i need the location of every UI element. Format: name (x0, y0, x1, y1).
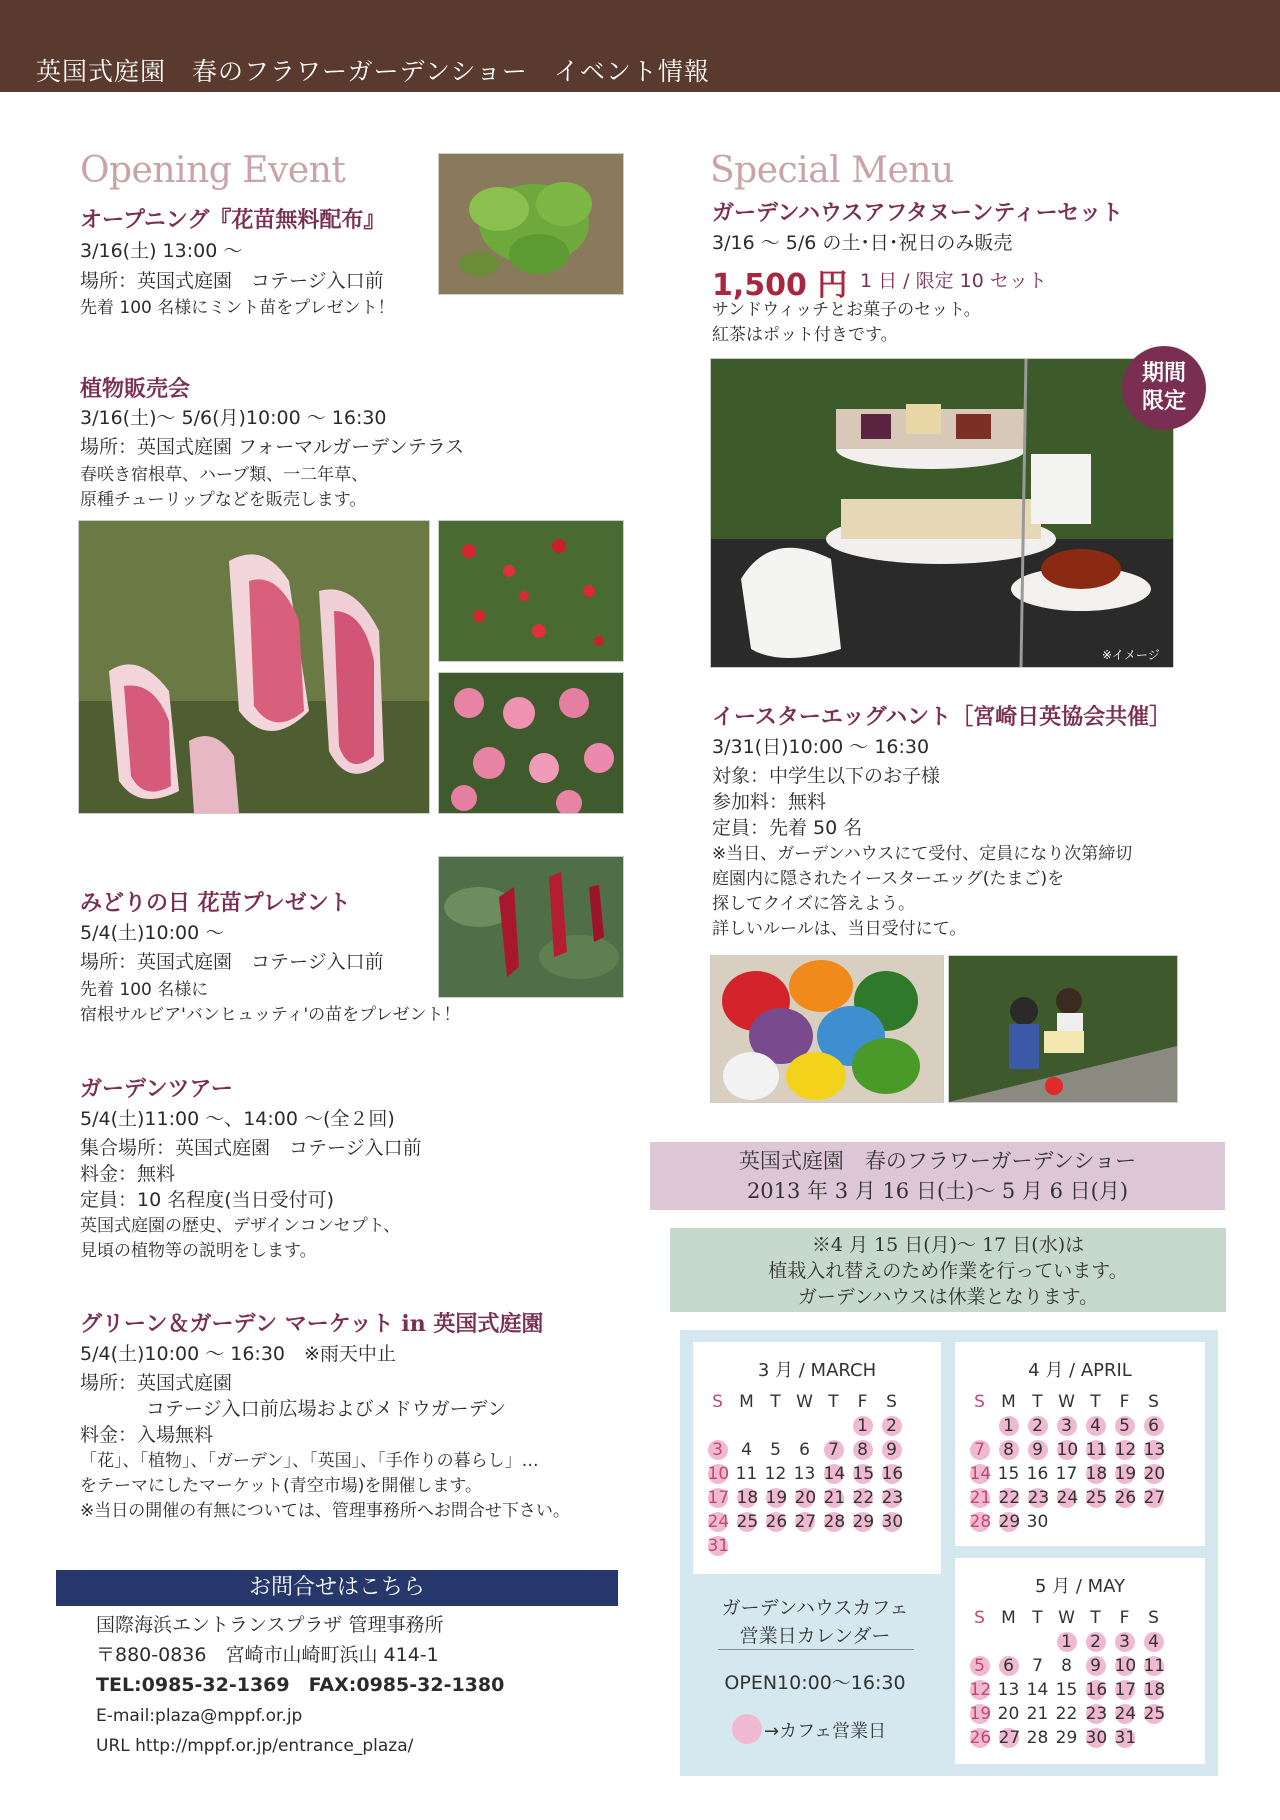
calendar-day: 8 (1061, 1656, 1072, 1676)
calendar-day: 31 (707, 1536, 730, 1556)
calendar-day: 1 (848, 1414, 877, 1438)
calendar-day: 5 (770, 1440, 781, 1460)
calendar-day: 3 (1052, 1414, 1081, 1438)
easter-title: イースターエッグハント［宮崎日英協会共催］ (712, 704, 1172, 730)
calendar-march (693, 1342, 941, 1574)
calendar-day: 14 (823, 1464, 846, 1484)
salvia-vanhouttei-photo (438, 856, 624, 998)
header-title: 英国式庭園 春のフラワーガーデンショー イベント情報 (36, 57, 710, 86)
calendar-day: 10 (1114, 1656, 1137, 1676)
closure-line2: 植栽入れ替えのため作業を行っています。 (768, 1260, 1128, 1282)
opening-title: オープニング『花苗無料配布』 (80, 207, 386, 233)
calendar-day: 15 (852, 1464, 875, 1484)
weekday-header: F (857, 1392, 868, 1412)
salvia-red-photo (438, 520, 624, 662)
calendar-day: 2 (1081, 1630, 1110, 1654)
calendar-day: 21 (969, 1488, 992, 1508)
green-day-place: 場所：英国式庭園 コテージ入口前 (80, 951, 384, 973)
calendar-day: 30 (881, 1512, 904, 1532)
calendar-day: 7 (965, 1438, 994, 1462)
calendar-day: 14 (1026, 1680, 1049, 1700)
calendar-day: 22 (852, 1488, 875, 1508)
calendar-day: 29 (852, 1512, 875, 1532)
special-desc2: 紅茶はポット付きです。 (712, 325, 898, 345)
calendar-day: 6 (799, 1440, 810, 1460)
special-title: ガーデンハウスアフタヌーンティーセット (712, 200, 1124, 226)
special-limit: 1 日 / 限定 10 セット (860, 270, 1047, 292)
calendar-day: 26 (765, 1512, 788, 1532)
calendar-day: 29 (1055, 1728, 1078, 1748)
empty-cell (761, 1414, 790, 1438)
special-desc1: サンドウィッチとお菓子のセット。 (712, 300, 981, 320)
weekday-header: W (796, 1392, 813, 1412)
weekday-header: S (1148, 1392, 1159, 1412)
calendar-april-grid (965, 1390, 1168, 1534)
calendar-day: 13 (793, 1464, 816, 1484)
easter-date: 3/31(日)10:00 ～ 16:30 (712, 736, 930, 758)
calendar-day: 25 (1143, 1704, 1166, 1724)
calendar-day: 18 (1085, 1464, 1108, 1484)
calendar-day: 16 (1026, 1464, 1049, 1484)
calendar-day: 17 (1055, 1464, 1078, 1484)
special-price: 1,500 円 (712, 268, 848, 303)
easter-note2: 庭園内に隠されたイースターエッグ(たまご)を (712, 869, 1065, 889)
calendar-day: 21 (823, 1488, 846, 1508)
calendar-day: 7 (1032, 1656, 1043, 1676)
show-line1: 英国式庭園 春のフラワーガーデンショー (738, 1149, 1137, 1173)
weekday-header: T (828, 1392, 839, 1412)
contact-email[interactable]: E-mail:plaza@mppf.or.jp (96, 1706, 303, 1726)
header-bar (0, 0, 1280, 92)
calendar-day: 14 (969, 1464, 992, 1484)
show-banner (650, 1142, 1225, 1210)
tour-desc1: 英国式庭園の歴史、デザインコンセプト、 (80, 1216, 401, 1236)
calendar-march-title: 3 月 / MARCH (757, 1360, 877, 1381)
market-title: グリーン＆ガーデン マーケット in 英国式庭園 (80, 1311, 544, 1337)
calendar-day: 15 (1055, 1680, 1078, 1700)
calendar-day: 13 (997, 1680, 1020, 1700)
contact-address: 〒880-0836 宮崎市山崎町浜山 414-1 (96, 1644, 439, 1666)
weekday-header: T (770, 1392, 781, 1412)
calendar-may-grid (965, 1606, 1168, 1750)
empty-cell (819, 1414, 848, 1438)
calendar-day: 30 (1026, 1512, 1049, 1532)
calendar-day: 11 (1085, 1440, 1108, 1460)
weekday-header: W (1058, 1608, 1075, 1628)
calendar-day: 19 (969, 1704, 992, 1724)
weekday-header: F (1119, 1392, 1130, 1412)
calendar-march-grid (703, 1390, 906, 1558)
calendar-day: 6 (1139, 1414, 1168, 1438)
calendar-day: 31 (1114, 1728, 1137, 1748)
tulip-photo (78, 520, 430, 814)
calendar-day: 4 (741, 1440, 752, 1460)
calendar-day: 17 (707, 1488, 730, 1508)
weekday-header: T (1032, 1608, 1043, 1628)
calendar-day: 12 (969, 1680, 992, 1700)
market-desc3: ※当日の開催の有無については、管理事務所へお問合せ下さい。 (80, 1501, 570, 1521)
calendar-day: 22 (998, 1488, 1021, 1508)
calendar-day: 27 (1143, 1488, 1166, 1508)
calendar-day: 8 (848, 1438, 877, 1462)
weekday-header: F (1119, 1608, 1130, 1628)
weekday-header: M (739, 1392, 754, 1412)
weekday-header: S (1148, 1608, 1159, 1628)
calendar-day: 5 (965, 1654, 994, 1678)
weekday-header: S (886, 1392, 897, 1412)
weekday-header: T (1090, 1392, 1101, 1412)
vinca-photo (438, 672, 624, 814)
calendar-day: 20 (1143, 1464, 1166, 1484)
market-place2: コテージ入口前広場およびメドウガーデン (146, 1398, 507, 1420)
afternoon-tea-photo (710, 358, 1174, 668)
calendar-day: 3 (1110, 1630, 1139, 1654)
calendar-day: 18 (736, 1488, 759, 1508)
market-desc1: 「花」、「植物」、「ガーデン」、「英国」、「手作りの暮らし」… (80, 1451, 539, 1471)
weekday-header: S (974, 1608, 985, 1628)
market-desc2: をテーマにしたマーケット(青空市場)を開催します。 (80, 1476, 483, 1496)
opening-date: 3/16(土) 13:00 ～ (80, 240, 243, 262)
tour-fee: 料金：無料 (80, 1163, 176, 1185)
tour-date: 5/4(土)11:00 ～、14:00 ～(全２回) (80, 1108, 395, 1130)
calendar-day: 13 (1143, 1440, 1166, 1460)
calendar-day: 2 (877, 1414, 906, 1438)
open-day-legend: →カフェ営業日 (764, 1721, 887, 1742)
calendar-day: 23 (881, 1488, 904, 1508)
calendar-day: 2 (1023, 1414, 1052, 1438)
calendar-may-title: 5 月 / MAY (1034, 1576, 1126, 1597)
opening-script-title: Opening Event (80, 150, 346, 191)
contact-tel-fax: TEL:0985-32-1369 FAX:0985-32-1380 (96, 1674, 505, 1696)
weekday-header: T (1032, 1392, 1043, 1412)
plant-sale-desc1: 春咲き宿根草、ハーブ類、一二年草、 (80, 465, 369, 485)
calendar-day: 1 (994, 1414, 1023, 1438)
calendar-april (955, 1342, 1205, 1546)
calendar-day: 16 (1085, 1680, 1108, 1700)
closure-notice (670, 1228, 1226, 1312)
market-place1: 場所：英国式庭園 (80, 1372, 233, 1394)
plant-sale-title: 植物販売会 (80, 376, 191, 402)
empty-cell (732, 1414, 761, 1438)
calendar-day: 16 (881, 1464, 904, 1484)
calendar-day: 10 (707, 1464, 730, 1484)
plant-sale-date: 3/16(土)～ 5/6(月)10:00 ～ 16:30 (80, 407, 387, 429)
calendar-day: 21 (1026, 1704, 1049, 1724)
closure-line1: ※4 月 15 日(月)～ 17 日(水)は (811, 1234, 1085, 1256)
tour-desc2: 見頃の植物等の説明をします。 (80, 1241, 317, 1261)
calendar-day: 24 (1056, 1488, 1079, 1508)
calendar-day: 23 (1027, 1488, 1050, 1508)
calendar-day: 20 (794, 1488, 817, 1508)
empty-cell (994, 1630, 1023, 1654)
green-day-note2: 宿根サルビア'バンヒュッティ'の苗をプレゼント！ (80, 1005, 461, 1025)
calendar-day: 24 (1114, 1704, 1137, 1724)
easter-target: 対象：中学生以下のお子様 (712, 765, 941, 787)
easter-fee: 参加料：無料 (712, 791, 827, 813)
opening-place: 場所：英国式庭園 コテージ入口前 (80, 270, 384, 292)
calendar-day: 24 (707, 1512, 730, 1532)
calendar-day: 17 (1114, 1680, 1137, 1700)
market-fee: 料金：入場無料 (80, 1424, 214, 1446)
calendar-day: 11 (1143, 1656, 1166, 1676)
calendar-day: 26 (969, 1728, 992, 1748)
calendar-day: 27 (794, 1512, 817, 1532)
weekday-header: M (1001, 1608, 1016, 1628)
calendar-box-title2: 営業日カレンダー (739, 1625, 891, 1647)
plant-sale-desc2: 原種チューリップなどを販売します。 (80, 490, 367, 510)
calendar-day: 30 (1085, 1728, 1108, 1748)
calendar-day: 26 (1114, 1488, 1137, 1508)
calendar-april-title: 4 月 / APRIL (1028, 1360, 1132, 1381)
calendar-day: 28 (969, 1512, 992, 1532)
calendar-day: 28 (1026, 1728, 1049, 1748)
calendar-box-title (700, 1594, 930, 1650)
calendar-day: 27 (998, 1728, 1021, 1748)
calendar-day: 6 (994, 1654, 1023, 1678)
calendar-day: 29 (998, 1512, 1021, 1532)
calendar-day: 15 (997, 1464, 1020, 1484)
weekday-header: S (974, 1392, 985, 1412)
contact-bar: お問合せはこちら (56, 1570, 618, 1606)
contact-url[interactable]: URL http://mppf.or.jp/entrance_plaza/ (96, 1736, 414, 1756)
plant-sale-place: 場所：英国式庭園 フォーマルガーデンテラス (80, 436, 465, 458)
easter-capacity: 定員：先着 50 名 (712, 817, 863, 839)
green-day-title: みどりの日 花苗プレゼント (80, 890, 351, 916)
limited-badge (1122, 346, 1206, 430)
opening-note: 先着 100 名様にミント苗をプレゼント！ (80, 298, 395, 318)
closure-line3: ガーデンハウスは休業となります。 (797, 1286, 1099, 1308)
calendar-day: 11 (735, 1464, 758, 1484)
calendar-day: 20 (997, 1704, 1020, 1724)
calendar-day: 4 (1139, 1630, 1168, 1654)
calendar-day: 4 (1081, 1414, 1110, 1438)
badge-line2: 限定 (1141, 389, 1186, 414)
calendar-day: 12 (1114, 1440, 1137, 1460)
contact-org: 国際海浜エントランスプラザ 管理事務所 (96, 1614, 444, 1636)
weekday-header: S (712, 1392, 723, 1412)
calendar-day: 28 (823, 1512, 846, 1532)
calendar-box-title1: ガーデンハウスカフェ (721, 1597, 909, 1619)
easter-eggs-photo (710, 955, 944, 1103)
divider (718, 1649, 914, 1650)
calendar-day: 3 (703, 1438, 732, 1462)
calendar-day: 22 (1055, 1704, 1078, 1724)
empty-cell (1023, 1630, 1052, 1654)
empty-cell (965, 1414, 994, 1438)
empty-cell (703, 1414, 732, 1438)
calendar-may (955, 1558, 1205, 1764)
calendar-day: 5 (1110, 1414, 1139, 1438)
weekday-header: W (1058, 1392, 1075, 1412)
special-script-title: Special Menu (710, 150, 954, 191)
calendar-day: 18 (1143, 1680, 1166, 1700)
easter-note1: ※当日、ガーデンハウスにて受付、定員になり次第締切 (712, 844, 1133, 864)
tour-title: ガーデンツアー (80, 1076, 233, 1102)
calendar-day: 9 (1081, 1654, 1110, 1678)
calendar-day: 1 (1052, 1630, 1081, 1654)
mint-photo (438, 153, 624, 295)
calendar-day: 10 (1056, 1440, 1079, 1460)
calendar-day: 23 (1085, 1704, 1108, 1724)
calendar-day: 19 (765, 1488, 788, 1508)
calendar-day: 9 (877, 1438, 906, 1462)
tour-capacity: 定員：10 名程度(当日受付可) (80, 1189, 335, 1211)
calendar-day: 25 (736, 1512, 759, 1532)
show-line2: 2013 年 3 月 16 日(土)～ 5 月 6 日(月) (746, 1179, 1129, 1203)
special-period: 3/16 ～ 5/6 の土･日･祝日のみ販売 (712, 232, 1013, 254)
easter-note3: 探してクイズに答えよう。 (712, 894, 915, 914)
badge-line1: 期間 (1141, 361, 1186, 386)
weekday-header: T (1090, 1608, 1101, 1628)
green-day-date: 5/4(土)10:00 ～ (80, 922, 225, 944)
empty-cell (965, 1630, 994, 1654)
empty-cell (790, 1414, 819, 1438)
cafe-hours: OPEN10:00～16:30 (724, 1672, 906, 1694)
open-day-legend-icon (732, 1714, 762, 1744)
calendar-day: 12 (764, 1464, 787, 1484)
calendar-day: 7 (819, 1438, 848, 1462)
weekday-header: M (1001, 1392, 1016, 1412)
children-photo (948, 955, 1178, 1103)
calendar-day: 8 (994, 1438, 1023, 1462)
calendar-day: 25 (1085, 1488, 1108, 1508)
image-note: ※イメージ (1102, 648, 1160, 662)
easter-note4: 詳しいルールは、当日受付にて。 (712, 919, 967, 939)
market-date: 5/4(土)10:00 ～ 16:30 ※雨天中止 (80, 1343, 396, 1365)
calendar-day: 19 (1114, 1464, 1137, 1484)
calendar-day: 9 (1023, 1438, 1052, 1462)
green-day-note1: 先着 100 名様に (80, 980, 209, 1000)
tour-place: 集合場所：英国式庭園 コテージ入口前 (80, 1137, 422, 1159)
